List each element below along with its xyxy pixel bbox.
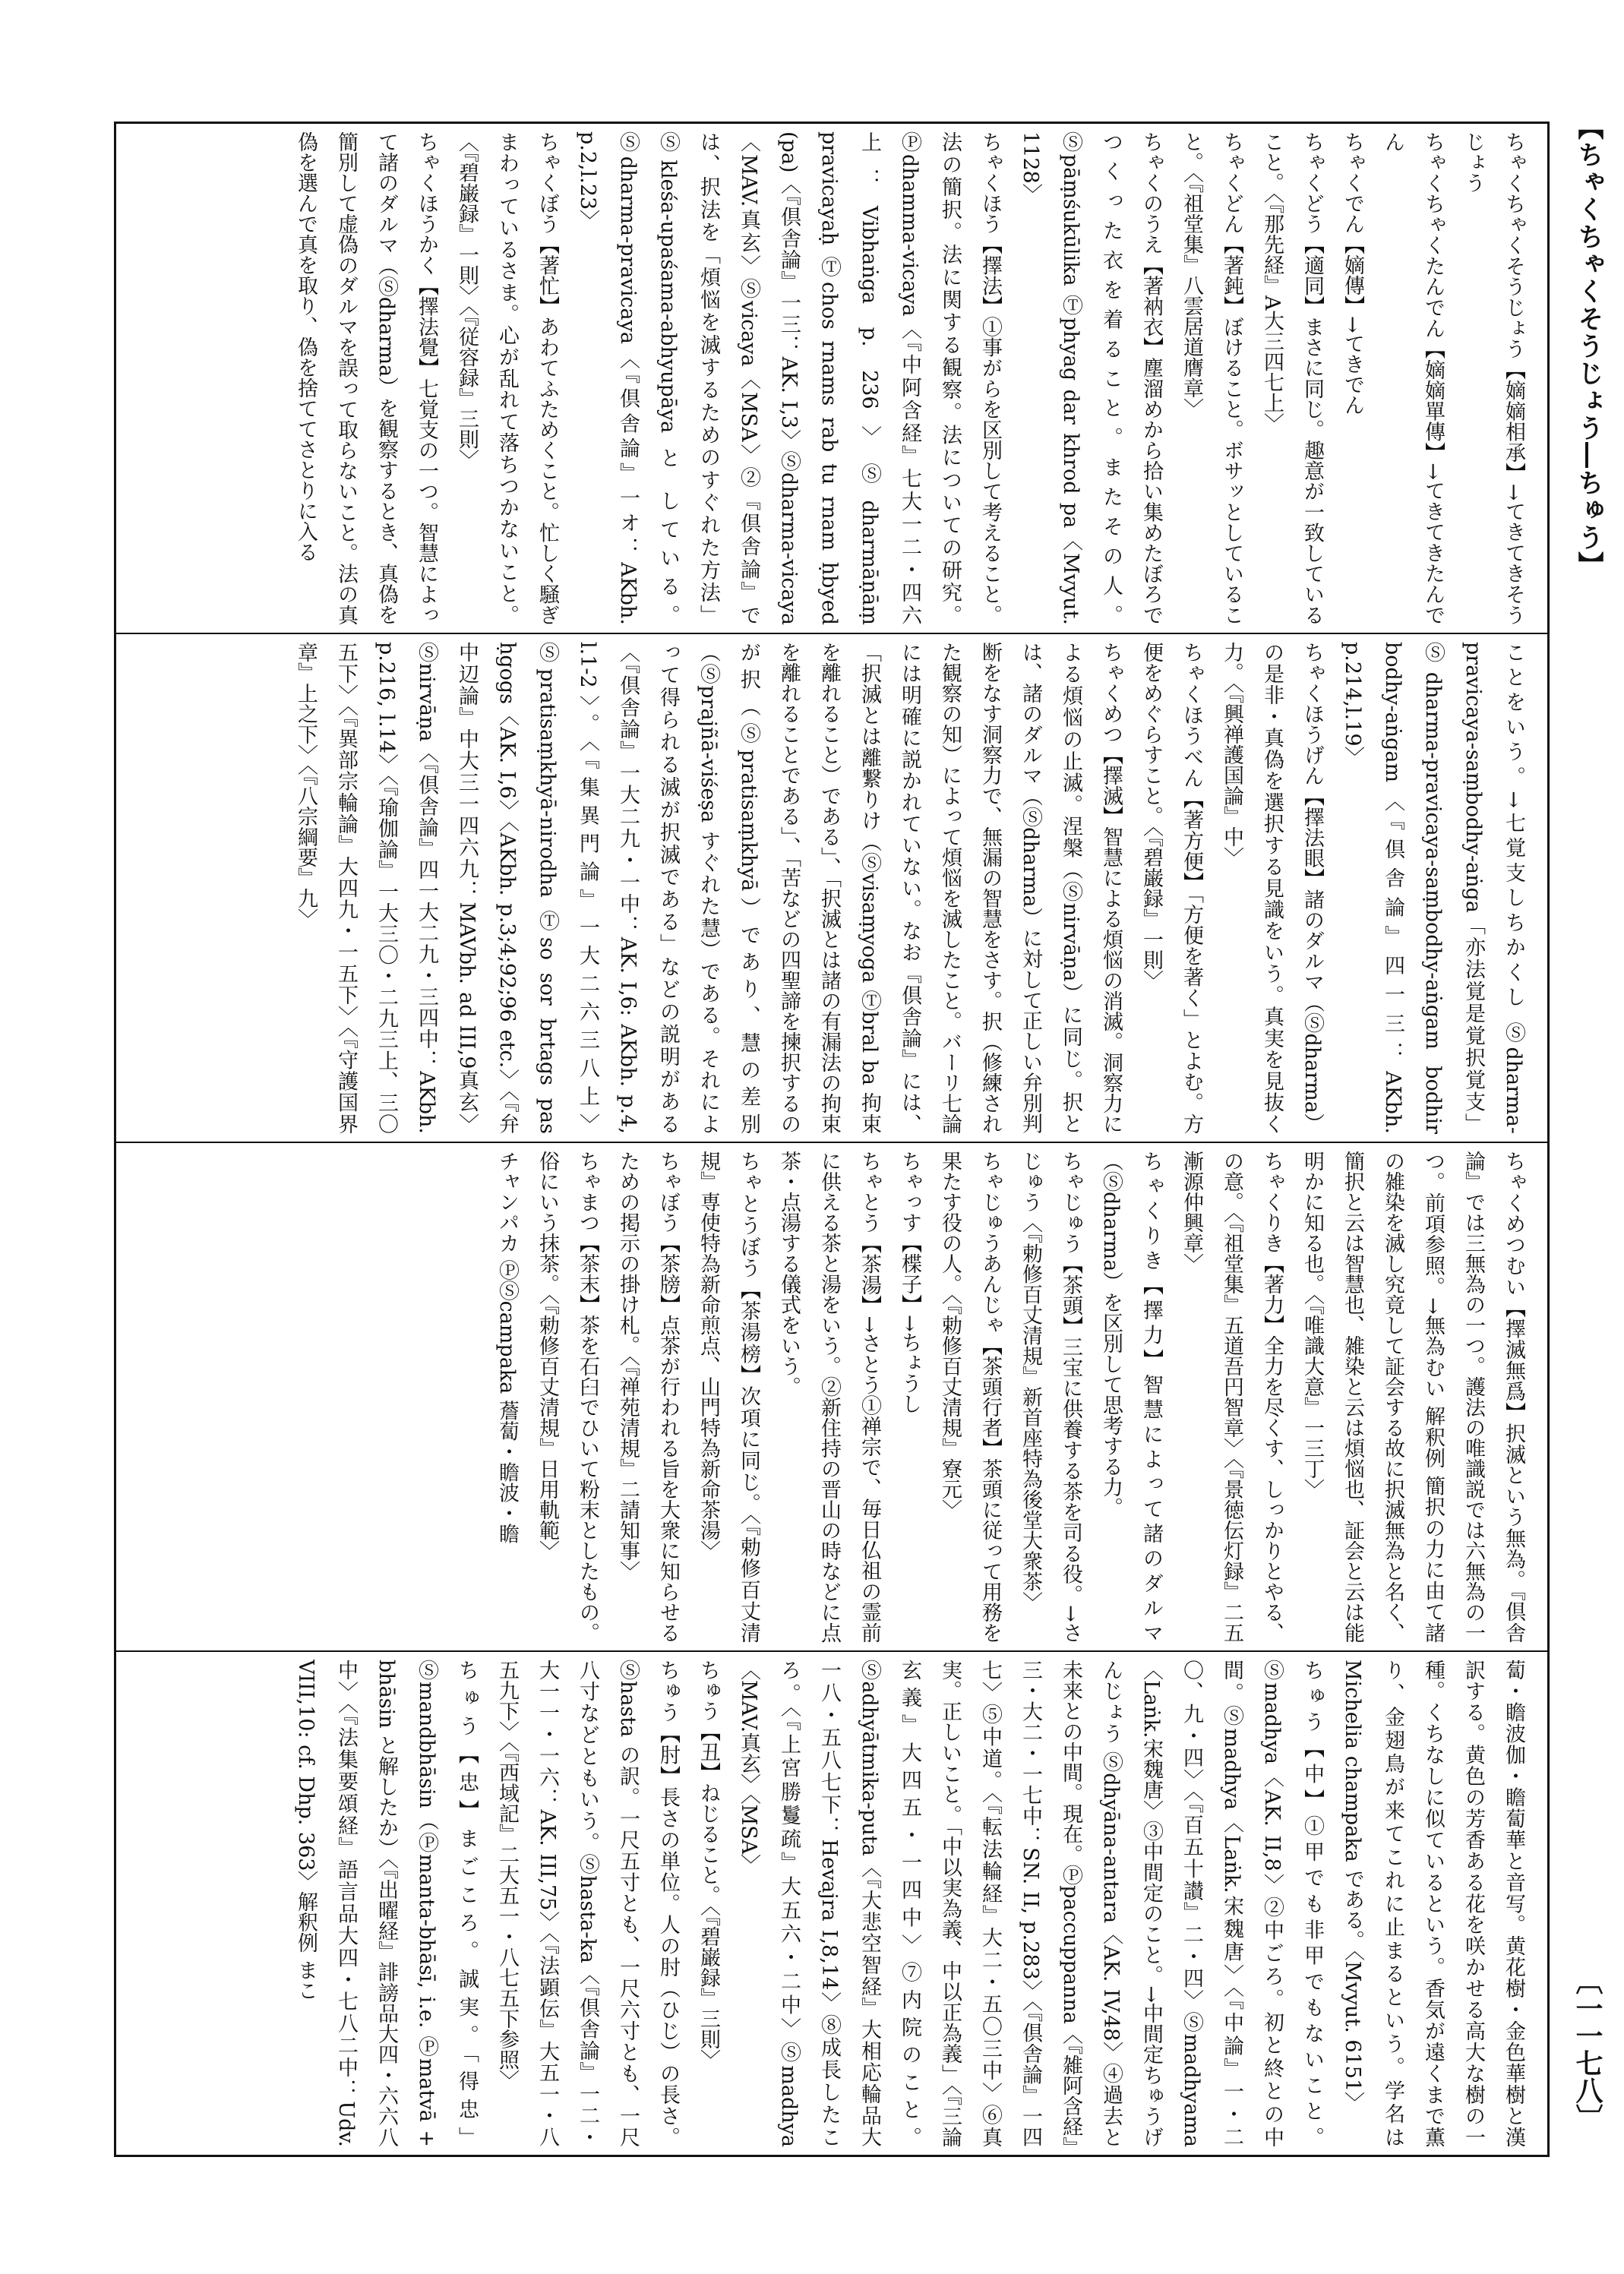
dictionary-entry: ちゃくりき【擇力】智慧によって諸のダルマ（Ⓢdharma）を区別して思考する力。 (1099, 1151, 1163, 1643)
dictionary-entry: ちゃくどん【著鈍】ぼけること。ボサッとしていること。〈『祖堂集』八雲居道膺章〉 (1180, 131, 1243, 625)
dictionary-entry: ちゃくほう【擇法】①事がらを区別して考えること。法の簡択。法に関する観察。法についての研究。Ⓟdhamma-vicaya〈『中阿含経』七大一二・四六上：Vibhaṅga p. 236〉Ⓢdharmāṇāṃ pravicayaḥ Ⓣchos rnams rab tu rnam ḥbyed (pa)〈『倶舎論』一三：AK. I,3〉Ⓢdharma-vicaya〈MAV.真玄〉Ⓢvicaya〈MSA〉②『倶舎論』では、択法を「煩悩を滅するためのすぐれた方法」Ⓢkleśa-upaśama-abhyupāya と している。Ⓢdharma-pravicaya〈『倶舎論』一オ：AKbh. p.2,l.23〉 (576, 131, 1002, 625)
tier-3 (116, 1142, 1547, 1650)
dictionary-entry: ちゃくめつむい【擇滅無爲】択滅という無為。『倶舎論』では三無為の一つ。護法の唯識説では六無為の一つ。前項参照。→無為むい 解釈例 簡択の力に由て諸の雑染を滅し究竟して証会する故に択滅無為と名く、簡択と云は智慧也、雑染と云は煩悩也、証会と云は能明かに知る也。〈『唯識大意』一三丁〉 (1300, 1151, 1525, 1643)
dictionary-entry: ちゃくちゃくそうじょう【嫡嫡相承】→てきてきそうじょう (1461, 131, 1525, 625)
dictionary-entry: ちゃとうぼう【茶湯榜】次項に同じ。〈『勅修百丈清規』専使特為新命煎点、山門特為新命茶湯〉 (697, 1151, 760, 1643)
dictionary-entry: ちゃくちゃくたんでん【嫡嫡單傳】→てきてきたんでん (1381, 131, 1445, 625)
dictionary-entry: ちゃっす【楪子】→ちょうし (898, 1151, 921, 1414)
dictionary-entry: ちゅう【中】①甲でも非甲でもないこと。Ⓢmadhya〈AK. II,8〉②中ごろ。初と終との中間。Ⓢmadhya〈Laṅk.宋魏唐〉〈『中論』一・二〇、九・四〉〈『百五十讃』二・四〉Ⓢmadhyama〈Laṅk.宋魏唐〉③中間定のこと。→中間定ちゅうげんじょう Ⓢdhyāna-antara〈AK. IV,48〉④過去と未来との中間。現在。Ⓟpaccuppanna〈『雑阿含経』三・大二・一七中：SN. II, p.283〉〈『倶舎論』一四七〉⑤中道。〈『転法輪経』大二・五〇三中〉⑥真実。正しいこと。「中以実為義、中以正為義」〈『三論玄義』大四五・一四中〉⑦内院のこと。Ⓢadhyātmika-puta〈『大悲空智経』大相応輪品大一八・五八七下：Hevajra I,8,14〉⑧成長したころ。〈『上宮勝鬘疏』大五六・二中〉Ⓢmadhya〈MAV.真玄〉〈MSA〉 (737, 1660, 1324, 2147)
dictionary-entry: ちゅう【忠】まごころ。誠実。「得忠」Ⓢmandbhāsin（Ⓟmanta-bhāsī, i.e. Ⓟmatvā + bhāsin と解したか）〈『出曜経』誹謗品大四・六六八中〉〈『法集要頌経』語言品大四・七八二中：Udv. VIII,10: cf. Dhp. 363〉解釈例 まこ (294, 1660, 479, 2147)
dictionary-entry: ちゃくめつ【擇滅】智慧による煩悩の消滅。洞察力による煩悩の止滅。涅槃（Ⓢnirvāṇa）に同じ。択とは、諸のダルマ（Ⓢdharma）に対して正しい弁別判断をなす洞察力で、無漏の智慧をさす。択（修練された観察の知）によって煩悩を滅したこと。バーリ七論には明確に説かれていない。なお『倶舎論』には、「択滅とは離繋りけ（Ⓢvisaṃyoga Ⓣbral ba 拘束を離れること）である」、「択滅とは諸の有漏法の拘束を離れることである」、「苦などの四聖諦を揀択するのが択（Ⓢpratisaṃkhyā）であり、慧の差別（Ⓢprajñā-viśeṣa すぐれた慧）である。それによって得られる滅が択滅である」などの説明がある〈『倶舎論』一大二九・一中：AK. I,6: AKbh. p.4, l.1-2〉。〈『集異門論』一大二六三八上〉Ⓢpratisaṃkhyā-nirodha Ⓣso sor brtags pas ḥgogs〈AK. I,6〉〈AKbh. p.3;4;92;96 etc.〉〈『弁中辺論』中大三一四六九：MAVbh. ad III,9真玄〉Ⓢnirvāṇa〈『倶舎論』四一大二九・三四中：AKbh. p.216, l.14〉〈『瑜伽論』一大三〇・二九三上、三〇五下〉〈『異部宗輪論』大四九・一五下〉〈『守護国界章』上之下〉〈『八宗綱要』九〉 (294, 642, 1123, 1134)
dictionary-entry: 蔔・瞻波伽・瞻蔔華と音写。黄花樹・金色華樹と漢訳する。黄色の芳香ある花を咲かせる高大な樹の一種。くちなしに似ているという。香気が遠くまで薫り、金翅鳥が来てこれに止まるという。学名はMichelia champaka である。〈Mvyut. 6151〉 (1341, 1660, 1525, 2147)
dictionary-entry: ちゃとう【茶湯】→さとう①禅宗で、毎日仏祖の霊前に供える茶と湯をいう。②新住持の晋山の時などに点茶・点湯する儀式をいう。 (777, 1151, 881, 1643)
tier-1 (116, 124, 1547, 633)
dictionary-entry: ちゃくぼう【著忙】あわてふためくこと。忙しく騒ぎまわっているさま。心が乱れて落ちつかないこと。〈『碧巌録』一則〉〈『従容録』三則〉 (455, 131, 559, 625)
running-head: 【ちゃくちゃくそうじょう―ちゅう】 (1573, 114, 1603, 579)
tier-2 (116, 633, 1547, 1142)
dictionary-entry: ちゃくでん【嫡傳】→てきでん (1341, 131, 1364, 415)
dictionary-entry: ちゃくのうえ【著衲衣】塵溜めから拾い集めたぼろでつくった衣を着ること。またその人。Ⓢpāṃśukūlika Ⓣphyag dar khrod pa〈Mvyut. 1128〉 (1019, 131, 1163, 625)
dictionary-entry: ちゃじゅう【茶頭】三宝に供養する茶を司る役。→さじゅう〈『勅修百丈清規』新首座特為後堂大衆茶〉 (1019, 1151, 1082, 1643)
dictionary-entry: ちゃまつ【茶末】茶を石臼でひいて粉末としたもの。俗にいう抹茶。〈『勅修百丈清規』日用軌範〉 (536, 1151, 599, 1643)
dictionary-entry: ちゃくどう【適同】まさに同じ。趣意が一致していること。〈『那先経』A大三四七上〉 (1260, 131, 1324, 625)
dictionary-entry: ちゅう【丑】ねじること。〈『碧巌録』三則〉 (697, 1660, 720, 2070)
dictionary-frame (114, 122, 1550, 2157)
dictionary-entry: ことをいう。→七覚支しちかくし Ⓢdharma-pravicaya-saṃbodhy-aṅga「亦法覚是覚択覚支」Ⓢdharma-pravicaya-saṃbodhy-aṅgam bodhir bodhy-aṅgam〈『倶舎論』四一三：AKbh. p.214,l.19〉 (1341, 642, 1525, 1134)
page-number: 〔一一七八〕 (1572, 1967, 1603, 2131)
dictionary-entry: ちゅう【肘】長さの単位。人の肘（ひじ）の長さ。Ⓢhasta の訳。一尺五寸とも、一尺六寸とも、一尺八寸などともいう。Ⓢhasta-ka〈『倶舎論』一二・大一一・一六：AK. III,75〉〈『法顕伝』大五一・八五九下〉〈『西域記』二大五一・八七五下参照〉 (495, 1660, 680, 2147)
dictionary-entry: チャンパカ ⓅⓈcampaka 薝蔔・瞻波・瞻 (495, 1151, 519, 1544)
dictionary-entry: ちゃぼう【茶牓】点茶が行われる旨を大衆に知らせるための掲示の掛け札。〈『禅苑清規』二請知事〉 (616, 1151, 680, 1643)
tier-4 (116, 1650, 1547, 2155)
dictionary-entry: ちゃじゅうあんじゃ【茶頭行者】茶頭に従って用務を果たす役の人。〈『勅修百丈清規』寮元〉 (938, 1151, 1002, 1643)
dictionary-entry: ちゃくほうかく【擇法覺】七覚支の一つ。智慧によって諸のダルマ（Ⓢdharma）を観察するとき、真偽を簡別して虚偽のダルマを誤って取らないこと。法の真偽を選んで真を取り、偽を捨ててさとりに入る (294, 131, 438, 625)
dictionary-entry: ちゃくりき【著力】全力を尽くす、しっかりとやる、の意。〈『祖堂集』五道吾円智章〉〈『景徳伝灯録』二五漸源仲興章〉 (1180, 1151, 1284, 1643)
dictionary-entry: ちゃくほうげん【擇法眼】諸のダルマ（Ⓢdharma）の是非・真偽を選択する見識をいう。真実を見抜く力。〈『興禅護国論』中〉 (1220, 642, 1324, 1134)
dictionary-entry: ちゃくほうべん【著方便】「方便を著く」とよむ。方便をめぐらすこと。〈『碧巌録』一則〉 (1139, 642, 1203, 1134)
